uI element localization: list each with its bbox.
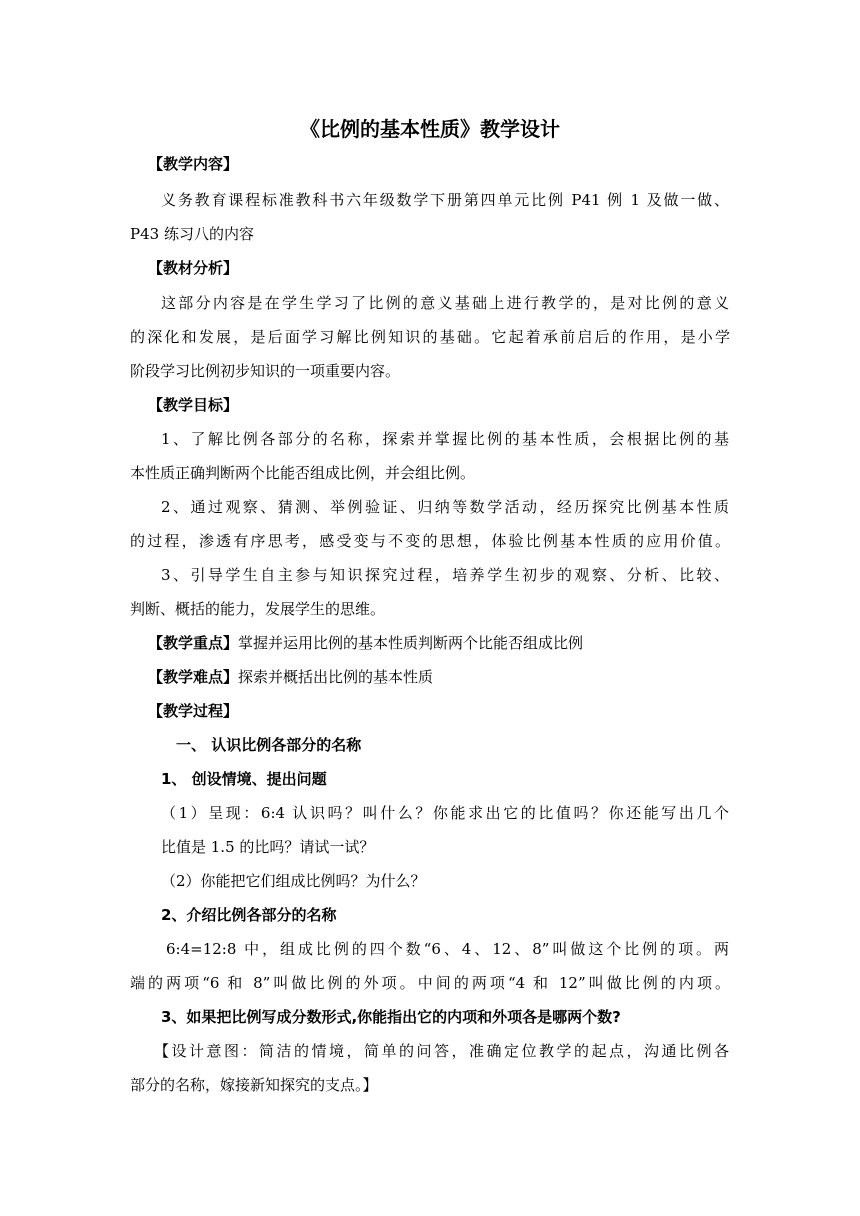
process-step-1: 1、 创设情境、提出问题 (161, 770, 327, 788)
process-section-1: 一、 认识比例各部分的名称 (176, 736, 362, 754)
goal-2-line-1: 2、通过观察、猜测、举例验证、归纳等数学活动，经历探究比例基本性质 (161, 498, 729, 516)
difficulty-label: 【教学难点】 (148, 668, 239, 686)
key-point-label: 【教学重点】 (148, 634, 239, 652)
goals-heading: 【教学目标】 (148, 396, 239, 414)
process-step-2: 2、介绍比例各部分的名称 (161, 906, 337, 924)
goal-3-line-1: 3、引导学生自主参与知识探究过程，培养学生初步的观察、分析、比较、 (161, 566, 729, 584)
document-title: 《比例的基本性质》教学设计 (300, 117, 560, 141)
key-point-text: 掌握并运用比例的基本性质判断两个比能否组成比例 (238, 634, 584, 652)
content-line-2: P43 练习八的内容 (130, 225, 254, 243)
question-1-line-1: （1）呈现：6:4 认识吗？叫什么？你能求出它的比值吗？你还能写出几个 (161, 804, 729, 822)
analysis-line-3: 阶段学习比例初步知识的一项重要内容。 (130, 362, 401, 380)
design-intent-line-1: 【设计意图：简洁的情境，简单的问答，准确定位教学的起点，沟通比例各 (154, 1042, 729, 1060)
goal-1-line-2: 本性质正确判断两个比能否组成比例，并会组比例。 (130, 464, 476, 482)
design-intent-line-2: 部分的名称，嫁接新知探究的支点。】 (130, 1076, 378, 1094)
key-point-row (148, 633, 748, 653)
analysis-line-2: 的深化和发展，是后面学习解比例知识的基础。它起着承前启后的作用，是小学 (130, 328, 730, 346)
intro-line-2: 端的两项“6 和 8”叫做比例的外项。中间的两项“4 和 12”叫做比例的内项。 (130, 974, 730, 992)
process-step-3: 3、如果把比例写成分数形式,你能指出它的内项和外项各是哪两个数? (161, 1008, 621, 1026)
goal-1-line-1: 1、了解比例各部分的名称，探索并掌握比例的基本性质，会根据比例的基 (161, 430, 729, 448)
process-heading: 【教学过程】 (148, 702, 239, 720)
intro-line-1: 6:4=12:8 中，组成比例的四个数“6、4、12、8”叫做这个比例的项。两 (166, 940, 729, 958)
content-heading: 【教学内容】 (148, 155, 239, 173)
goal-2-line-2: 的过程，渗透有序思考，感受变与不变的思想，体验比例基本性质的应用价值。 (130, 532, 730, 550)
difficulty-text: 探索并概括出比例的基本性质 (238, 668, 434, 686)
question-1-line-2: 比值是 1.5 的比吗？请试一试？ (161, 838, 375, 856)
analysis-heading: 【教材分析】 (148, 259, 239, 277)
goal-3-line-2: 判断、概括的能力，发展学生的思维。 (130, 600, 386, 618)
content-line-1: 义务教育课程标准教科书六年级数学下册第四单元比例 P41 例 1 及做一做、 (161, 191, 729, 209)
analysis-line-1: 这部分内容是在学生学习了比例的意义基础上进行教学的，是对比例的意义 (161, 294, 729, 312)
difficulty-row (148, 667, 748, 687)
question-2: （2）你能把它们组成比例吗？为什么？ (161, 872, 426, 890)
